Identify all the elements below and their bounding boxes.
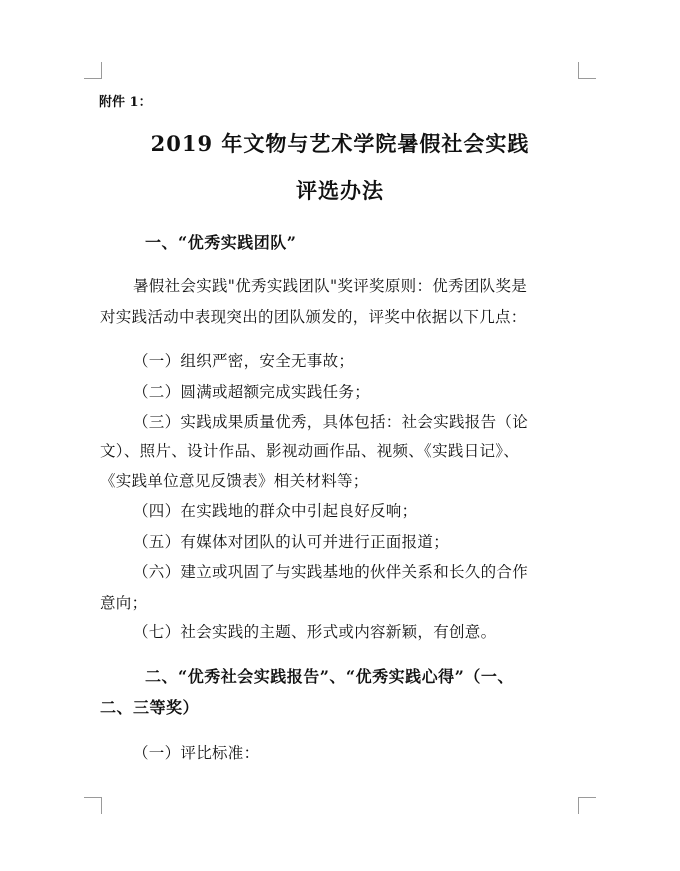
criteria-item-6: （六）建立或巩固了与实践基地的伙伴关系和长久的合作 [133, 563, 529, 581]
criteria-item-5: （五）有媒体对团队的认可并进行正面报道； [133, 533, 450, 551]
document-title-line2: 评选办法 [296, 178, 384, 203]
document-title-line1: 2019 年文物与艺术学院暑假社会实践 [150, 131, 530, 156]
criteria-item-6-cont: 意向； [100, 594, 148, 612]
crop-mark-bottom-left-v [101, 797, 102, 814]
section2-heading-line2: 二、三等奖） [100, 698, 200, 717]
attachment-label: 附件 1： [99, 95, 152, 110]
criteria-item-4: （四）在实践地的群众中引起良好反响； [133, 502, 418, 520]
section1-intro-line2: 对实践活动中表现突出的团队颁发的，评奖中依据以下几点： [100, 308, 527, 326]
section2-heading-line1: 二、“优秀社会实践报告”、“优秀实践心得”（一、 [145, 667, 514, 686]
criteria-item-2: （二）圆满或超额完成实践任务； [133, 383, 371, 401]
section1-intro-line1: 暑假社会实践"优秀实践团队"奖评奖原则：优秀团队奖是 [133, 277, 528, 295]
criteria-item-7: （七）社会实践的主题、形式或内容新颖，有创意。 [133, 623, 497, 641]
criteria-item-3-cont2: 《实践单位意见反馈表》相关材料等； [100, 472, 369, 490]
criteria-item-3-cont1: 文）、照片、设计作品、影视动画作品、视频、《实践日记》、 [100, 442, 520, 460]
crop-mark-bottom-left-h [84, 797, 102, 798]
section2-sub1: （一）评比标准： [133, 744, 260, 762]
crop-mark-top-left-h [84, 78, 102, 79]
section1-heading: 一、“优秀实践团队” [145, 233, 297, 252]
crop-mark-bottom-right-v [578, 797, 579, 814]
criteria-item-3: （三）实践成果质量优秀，具体包括：社会实践报告（论 [133, 413, 529, 431]
criteria-item-1: （一）组织严密，安全无事故； [133, 352, 355, 370]
crop-mark-top-left-v [101, 62, 102, 79]
crop-mark-bottom-right-h [578, 797, 596, 798]
crop-mark-top-right-v [578, 62, 579, 79]
crop-mark-top-right-h [578, 78, 596, 79]
